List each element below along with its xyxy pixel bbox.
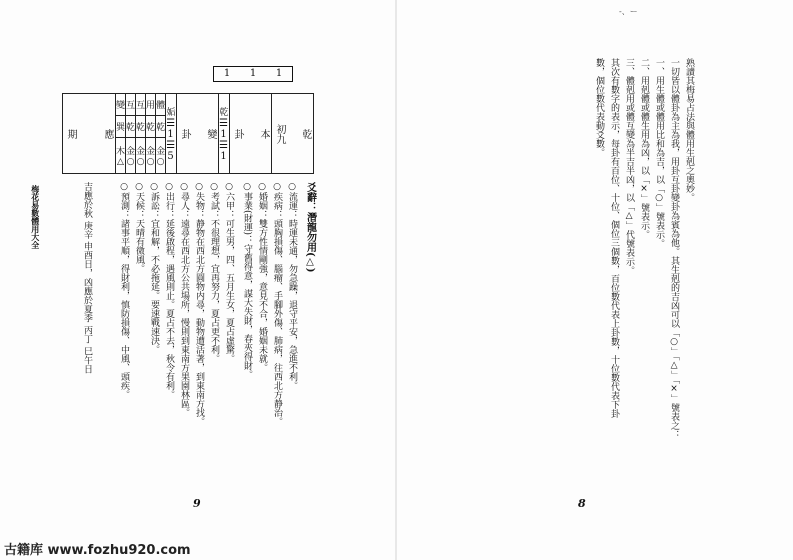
bian-head: 變: [116, 94, 126, 116]
yong-head: 用: [146, 94, 156, 116]
ben-gua-label: 本 卦: [232, 128, 270, 139]
right-text-col-7: 數，個位數代表動爻數。: [594, 58, 605, 157]
yingqi-text: 吉應於秋 庚辛 申酉日，凶應於夏季 丙丁 巳午日: [82, 182, 93, 374]
text-col-shiye: ○事業(財運)：守舊得意，謀大失財，春夾得財。: [242, 182, 253, 380]
text-col-hunyin: ○婚姻：雙方性情剛強，意見不合，婚姻未就。: [257, 182, 268, 372]
ti-element: 金 ○: [156, 138, 166, 174]
text-col-jibing: ○疾病：頭胸損傷、腦瘤、手腳外傷、肺病，往西北方静治。: [272, 182, 283, 426]
right-text-col-2: 一切皆以體卦為主為我，用卦互卦變卦為賓為他。其生剋的吉凶可以「○」「△」「×」號表之：: [669, 58, 680, 439]
text-col-kaoshi: ○考試：不很理想，宜再努力，夏占更不利。: [209, 182, 220, 363]
text-col-yuce: ○預測：諸事平順，得財利，慎防損傷、中風、頭疾。: [119, 182, 130, 399]
bian-element: 木 △: [116, 138, 126, 174]
hexagram-table: [62, 93, 314, 174]
hu1-element: 金 ○: [126, 138, 136, 174]
top-number-3: 1: [275, 68, 283, 79]
top-smudge: -、ー: [619, 7, 638, 16]
right-text-col-1: 熟讀其梅易占法與體用生剋之奧妙。: [684, 58, 695, 202]
watermark: 古籍库 www.fozhu920.com: [4, 543, 191, 558]
text-col-xunren: ○尋人：遠尋在西北方公共場所，慢則到東南方果園林區。: [179, 182, 190, 417]
text-col-liuyun: ○流運：時運未通，勿急躁，退守平安，急進不利。: [287, 182, 298, 390]
text-col-chuxing: ○出行：延後啟程，遇風則止。夏占不去，秋令有利。: [164, 182, 175, 399]
hu1-head: 互: [126, 94, 136, 116]
right-text-col-6: 其次有數字的表示，每卦有百位、十位、個位三個數，百位數代表上卦數，十位數代表下卦: [609, 58, 620, 418]
bian-trigram: 巽: [116, 116, 126, 138]
top-number-box: [213, 66, 293, 82]
hu1-trigram: 乾: [126, 116, 136, 138]
text-col-shiwu: ○失物：静物在西北方圓物内尋，動物遭活著，到東南方找。: [194, 182, 205, 426]
right-page-number: 8: [578, 497, 586, 510]
text-col-tianhou: ○天候：天晴有微風。: [134, 182, 145, 273]
left-page-header: 梅花易數體用大全: [30, 185, 41, 249]
right-text-col-3: 一、用生體或體用比和為吉，以「○」號表示。: [654, 58, 665, 248]
gou-cell: 姤 ☰ 1 ☰ 5: [166, 108, 177, 162]
left-page: [0, 0, 396, 560]
hu2-element: 金 ○: [136, 138, 146, 174]
ti-trigram: 乾: [156, 116, 166, 138]
right-text-col-5: 三、體剋用或體互變為半吉半凶，以「△」代號表示。: [624, 58, 635, 275]
right-text-col-4: 二、用剋體或體生用為凶，以「×」號表示。: [639, 58, 650, 239]
gua-name: 乾 初九: [274, 123, 312, 144]
text-col-susong: ○訴訟：宜和解，不必拖延。要速戰速決。: [149, 182, 160, 354]
qian-cell: 乾 ☰ 1 ☰ 1: [219, 108, 230, 162]
text-col-yaoci: 爻辭：潛龍勿用(△): [304, 182, 316, 273]
top-number-1: 1: [223, 68, 231, 79]
yong-trigram: 乾: [146, 116, 156, 138]
left-page-number: 9: [193, 497, 201, 510]
ti-head: 體: [156, 94, 166, 116]
hu2-head: 互: [136, 94, 146, 116]
text-col-liujia: ○六甲：可生男，四、五月生女，夏占虛驚。: [224, 182, 235, 363]
top-number-2: 1: [249, 68, 257, 79]
yingqi-label: 應 期: [65, 128, 113, 139]
hu2-trigram: 乾: [136, 116, 146, 138]
bian-gua-label: 變 卦: [179, 128, 217, 139]
right-page: [397, 0, 793, 560]
yong-element: 金 ○: [146, 138, 156, 174]
